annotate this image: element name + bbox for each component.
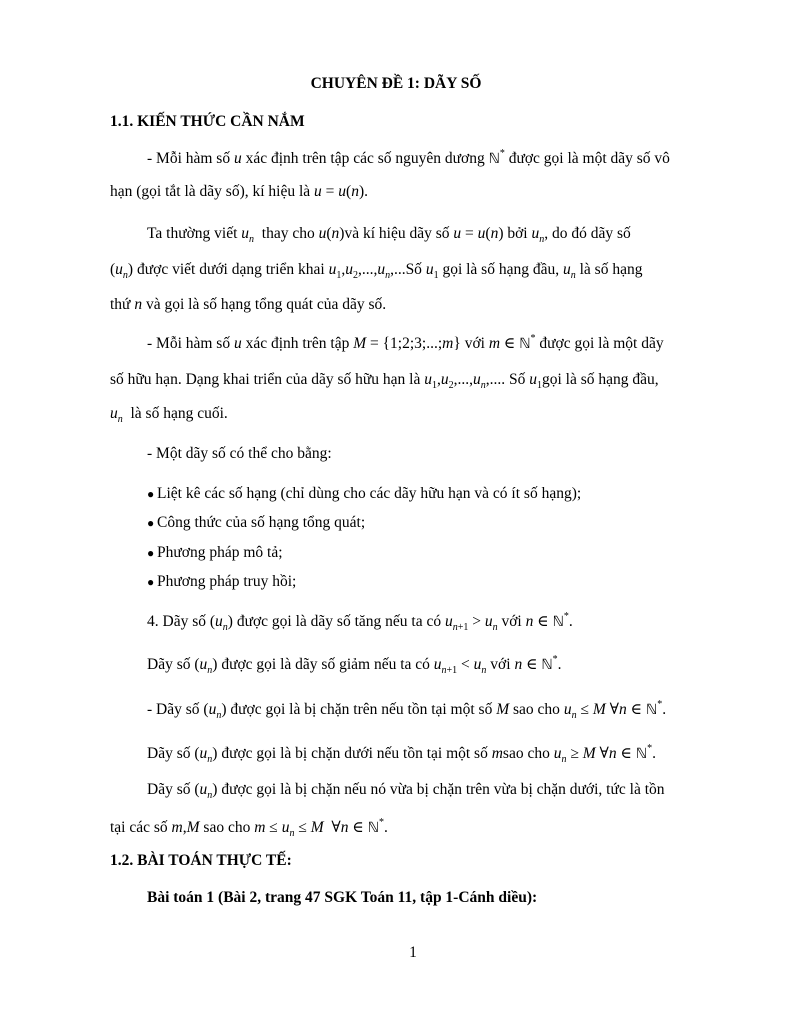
paragraph-3-line-3: $u_n$ là số hạng cuối.: [110, 405, 228, 425]
problem-heading: Bài toán 1 (Bài 2, trang 47 SGK Toán 11, tập 1-Cánh diều):: [147, 889, 538, 906]
paragraph-8: Dãy số $(u_n)$ được gọi là bị chặn dưới nếu tồn tại một số msao cho $u_n \ge M$ ∀n ∈ ℕ*.: [147, 743, 656, 765]
paragraph-9-line-2: tại các số m,M sao cho $m \le u_n \le M$ ∀n ∈ ℕ*.: [110, 817, 388, 839]
paragraph-1-line-1: - Mỗi hàm số u xác định trên tập các số nguyên dương ℕ* được gọi là một dãy số vô: [147, 148, 670, 167]
bullet-item: ● Phương pháp truy hồi;: [147, 573, 297, 590]
section-heading-1: 1.1. KIẾN THỨC CẦN NẮM: [110, 113, 305, 130]
paragraph-6: Dãy số $(u_n)$ được gọi là dãy số giảm nếu ta có $u_{n+1} < u_n$ với n ∈ ℕ*.: [147, 654, 562, 676]
paragraph-7: - Dãy số $(u_n)$ được gọi là bị chặn trên nếu tồn tại một số M sao cho $u_n \le M$ ∀n ∈ ℕ*.: [147, 699, 667, 721]
paragraph-3-line-1: - Mỗi hàm số u xác định trên tập M = {1;2;3;...;m} với m ∈ ℕ* được gọi là một dãy: [147, 333, 664, 352]
page-title: CHUYÊN ĐỀ 1: DÃY SỐ: [310, 75, 482, 92]
paragraph-2-line-3: thứ n và gọi là số hạng tổng quát của dãy số.: [110, 296, 387, 313]
bullet-item: ● Công thức của số hạng tổng quát;: [147, 514, 366, 531]
paragraph-1-line-2: hạn (gọi tắt là dãy số), kí hiệu là u = u(n).: [110, 183, 368, 200]
paragraph-4: - Một dãy số có thể cho bằng:: [147, 445, 332, 462]
paragraph-3-line-2: số hữu hạn. Dạng khai triển của dãy số hữu hạn là $u_1,u_2,...,u_n$,.... Số $u_1gọi$ là số hạng đầu,: [110, 371, 659, 391]
paragraph-2-line-2: $(u_n)$ được viết dưới dạng triển khai $u_1,u_2,...,u_n,...Số$ $u_1$ gọi là số hạng đầu, $u_n$ là số hạng: [110, 261, 643, 281]
bullet-item: ● Liệt kê các số hạng (chỉ dùng cho các dãy hữu hạn và có ít số hạng);: [147, 485, 582, 502]
page-number: 1: [409, 944, 417, 961]
section-heading-2: 1.2. BÀI TOÁN THỰC TẾ:: [110, 852, 292, 869]
paragraph-9-line-1: Dãy số $(u_n)$ được gọi là bị chặn nếu nó vừa bị chặn trên vừa bị chặn dưới, tức là tồn: [147, 781, 665, 801]
bullet-item: ● Phương pháp mô tả;: [147, 544, 283, 561]
paragraph-5: 4. Dãy số $(u_n)$ được gọi là dãy số tăng nếu ta có $u_{n+1} > u_n$ với n ∈ ℕ*.: [147, 611, 573, 633]
paragraph-2-line-1: Ta thường viết $u_n$ thay cho u(n)và kí hiệu dãy số u = u(n) bởi $u_n$, do đó dãy số: [147, 225, 631, 245]
